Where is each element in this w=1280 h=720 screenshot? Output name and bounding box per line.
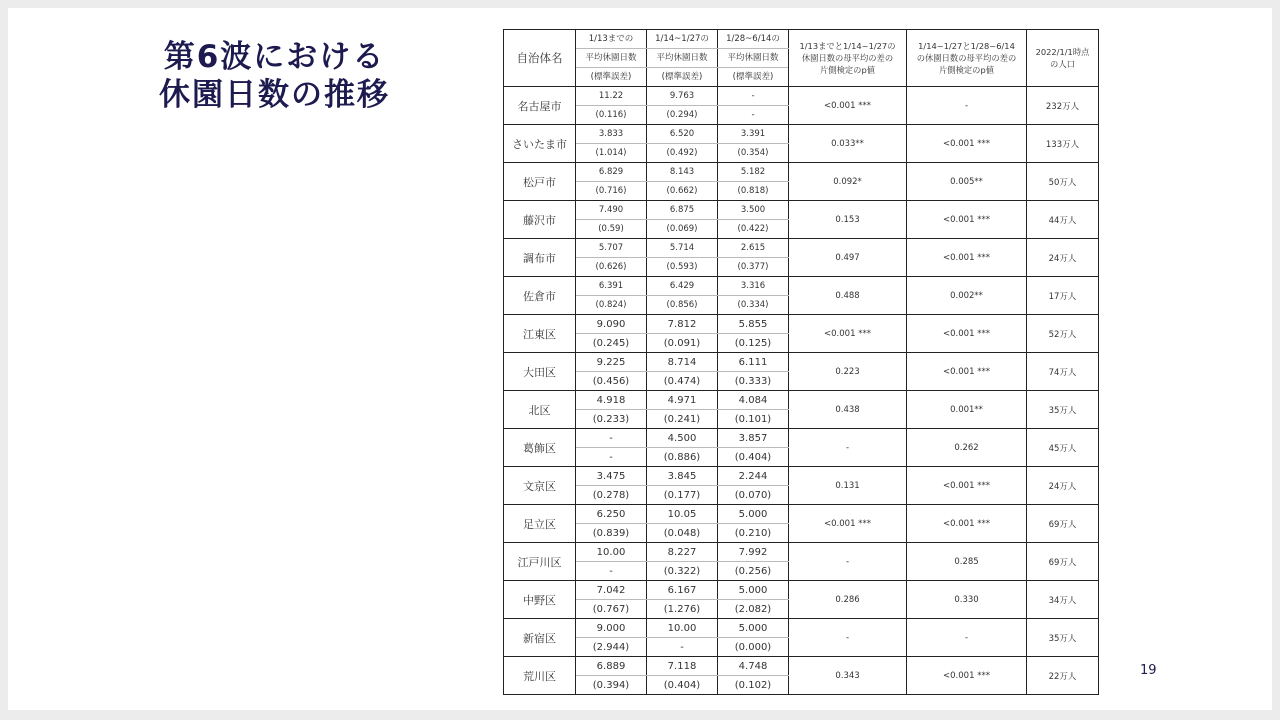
cell-period2-stderr: (0.404) [647,676,718,695]
cell-population: 17万人 [1027,277,1099,315]
cell-period2-stderr: (0.069) [647,220,718,239]
cell-test1-pvalue: 0.343 [789,657,907,695]
cell-municipality: 文京区 [504,467,576,505]
cell-period3-stderr: (0.334) [718,296,789,315]
cell-period2-stderr: (0.091) [647,334,718,353]
cell-period1-stderr: (2.944) [576,638,647,657]
table-row [504,239,1099,258]
cell-municipality: さいたま市 [504,125,576,163]
header-period1-line-2: 平均休園日数 [576,49,647,68]
header-population-line-2: の人口 [1050,59,1075,69]
page-title [142,38,407,114]
cell-municipality: 葛飾区 [504,429,576,467]
cell-period2-stderr: (1.276) [647,600,718,619]
cell-period3-stderr: (0.000) [718,638,789,657]
cell-test1-pvalue: 0.497 [789,239,907,277]
cell-period2-mean: 4.971 [647,391,718,410]
cell-period3-stderr: (0.070) [718,486,789,505]
cell-period2-mean: 6.520 [647,125,718,144]
cell-test1-pvalue: - [789,619,907,657]
table-row [504,353,1099,372]
header-period2-line-3: (標準誤差) [647,68,718,87]
cell-period3-stderr: (0.354) [718,144,789,163]
cell-period2-mean: 7.118 [647,657,718,676]
cell-period3-mean: 5.000 [718,581,789,600]
cell-test2-pvalue: <0.001 *** [907,657,1027,695]
cell-municipality: 北区 [504,391,576,429]
cell-test1-pvalue: 0.286 [789,581,907,619]
cell-period3-mean: 3.500 [718,201,789,220]
cell-population: 22万人 [1027,657,1099,695]
table-row [504,277,1099,296]
header-period2-line-2: 平均休園日数 [647,49,718,68]
table-row [504,391,1099,410]
cell-period2-stderr: (0.048) [647,524,718,543]
cell-period1-stderr: (0.278) [576,486,647,505]
page-number: 19 [1140,663,1157,678]
header-population [1027,30,1099,87]
cell-test1-pvalue: 0.223 [789,353,907,391]
cell-test1-pvalue: <0.001 *** [789,505,907,543]
cell-period1-mean: - [576,429,647,448]
header-period3-line-1: 1/28~6/14の [718,30,789,49]
cell-period3-stderr: - [718,106,789,125]
cell-population: 50万人 [1027,163,1099,201]
table-row [504,87,1099,106]
cell-test2-pvalue: <0.001 *** [907,353,1027,391]
header-test1-line-1: 1/13までと1/14~1/27の [799,41,896,51]
cell-municipality: 名古屋市 [504,87,576,125]
page-title-line-1: 第6波における [163,39,386,75]
cell-period2-mean: 4.500 [647,429,718,448]
cell-period1-mean: 10.00 [576,543,647,562]
cell-period3-mean: 2.244 [718,467,789,486]
table-row [504,505,1099,524]
cell-period2-stderr: (0.593) [647,258,718,277]
cell-period2-mean: 8.714 [647,353,718,372]
cell-period3-mean: 5.182 [718,163,789,182]
cell-period2-stderr: (0.856) [647,296,718,315]
cell-population: 24万人 [1027,467,1099,505]
cell-period1-stderr: (0.626) [576,258,647,277]
cell-municipality: 大田区 [504,353,576,391]
cell-municipality: 荒川区 [504,657,576,695]
header-period2-line-1: 1/14~1/27の [647,30,718,49]
cell-period3-stderr: (0.333) [718,372,789,391]
cell-period2-mean: 10.05 [647,505,718,524]
cell-test2-pvalue: <0.001 *** [907,505,1027,543]
cell-test2-pvalue: 0.262 [907,429,1027,467]
cell-period2-mean: 6.429 [647,277,718,296]
cell-period1-mean: 6.889 [576,657,647,676]
cell-period3-mean: 3.857 [718,429,789,448]
table-row [504,429,1099,448]
cell-period1-mean: 6.829 [576,163,647,182]
cell-test1-pvalue: 0.131 [789,467,907,505]
header-test2 [907,30,1027,87]
cell-test2-pvalue: - [907,87,1027,125]
cell-population: 74万人 [1027,353,1099,391]
cell-municipality: 江戸川区 [504,543,576,581]
header-period1-line-3: (標準誤差) [576,68,647,87]
cell-period3-mean: 5.000 [718,619,789,638]
table-row [504,467,1099,486]
cell-period3-mean: 3.391 [718,125,789,144]
cell-municipality: 足立区 [504,505,576,543]
page-title-line-2: 休園日数の推移 [159,77,390,113]
cell-period3-mean: 6.111 [718,353,789,372]
cell-period1-stderr: (0.767) [576,600,647,619]
cell-test2-pvalue: 0.005** [907,163,1027,201]
cell-period3-stderr: (0.256) [718,562,789,581]
cell-population: 34万人 [1027,581,1099,619]
cell-test2-pvalue: <0.001 *** [907,201,1027,239]
cell-period1-stderr: (0.839) [576,524,647,543]
cell-period2-mean: 5.714 [647,239,718,258]
cell-population: 133万人 [1027,125,1099,163]
cell-period1-mean: 3.833 [576,125,647,144]
cell-period3-stderr: (2.082) [718,600,789,619]
data-table [503,29,1099,695]
cell-test1-pvalue: 0.488 [789,277,907,315]
cell-test2-pvalue: 0.330 [907,581,1027,619]
cell-municipality: 松戸市 [504,163,576,201]
cell-test1-pvalue: 0.033** [789,125,907,163]
table-row [504,657,1099,676]
cell-period1-stderr: (0.116) [576,106,647,125]
cell-test2-pvalue: - [907,619,1027,657]
cell-period1-stderr: (0.456) [576,372,647,391]
cell-period3-mean: 4.084 [718,391,789,410]
cell-municipality: 佐倉市 [504,277,576,315]
header-period1-line-1: 1/13までの [576,30,647,49]
cell-period1-mean: 9.090 [576,315,647,334]
cell-period2-mean: 6.875 [647,201,718,220]
cell-period2-stderr: (0.241) [647,410,718,429]
cell-test1-pvalue: - [789,543,907,581]
header-population-line-1: 2022/1/1時点 [1035,47,1090,57]
cell-period1-mean: 6.250 [576,505,647,524]
cell-period1-stderr: (0.245) [576,334,647,353]
table-row [504,201,1099,220]
cell-period3-mean: 4.748 [718,657,789,676]
cell-period3-mean: 7.992 [718,543,789,562]
cell-period3-mean: 5.855 [718,315,789,334]
cell-period1-stderr: (0.59) [576,220,647,239]
cell-test1-pvalue: <0.001 *** [789,87,907,125]
cell-period1-mean: 9.225 [576,353,647,372]
cell-test1-pvalue: 0.438 [789,391,907,429]
header-test2-line-3: 片側検定のp値 [938,65,995,75]
cell-period2-mean: 7.812 [647,315,718,334]
cell-period2-mean: 6.167 [647,581,718,600]
cell-period2-mean: 8.143 [647,163,718,182]
header-test2-line-1: 1/14~1/27と1/28~6/14 [918,41,1015,51]
cell-test2-pvalue: <0.001 *** [907,315,1027,353]
cell-population: 232万人 [1027,87,1099,125]
cell-period2-stderr: (0.294) [647,106,718,125]
cell-period1-stderr: (0.716) [576,182,647,201]
cell-population: 52万人 [1027,315,1099,353]
cell-population: 44万人 [1027,201,1099,239]
header-test1-line-3: 片側検定のp値 [819,65,876,75]
cell-period2-mean: 10.00 [647,619,718,638]
cell-test1-pvalue: <0.001 *** [789,315,907,353]
cell-population: 45万人 [1027,429,1099,467]
cell-municipality: 中野区 [504,581,576,619]
cell-period3-stderr: (0.422) [718,220,789,239]
header-test1-line-2: 休園日数の母平均の差の [801,53,894,63]
table-header [504,30,1099,87]
cell-period1-mean: 3.475 [576,467,647,486]
cell-period3-stderr: (0.102) [718,676,789,695]
cell-population: 69万人 [1027,543,1099,581]
cell-population: 24万人 [1027,239,1099,277]
cell-population: 35万人 [1027,391,1099,429]
cell-municipality: 藤沢市 [504,201,576,239]
cell-period2-stderr: (0.322) [647,562,718,581]
cell-period2-stderr: (0.662) [647,182,718,201]
cell-municipality: 新宿区 [504,619,576,657]
cell-period1-mean: 7.490 [576,201,647,220]
table-row [504,315,1099,334]
cell-period1-stderr: (0.233) [576,410,647,429]
header-period3-line-3: (標準誤差) [718,68,789,87]
cell-test2-pvalue: <0.001 *** [907,239,1027,277]
cell-period3-mean: 3.316 [718,277,789,296]
cell-test2-pvalue: <0.001 *** [907,125,1027,163]
cell-period3-stderr: (0.377) [718,258,789,277]
cell-period1-stderr: (0.824) [576,296,647,315]
header-test2-line-2: の休園日数の母平均の差の [916,53,1017,63]
header-period3-line-2: 平均休園日数 [718,49,789,68]
cell-municipality: 調布市 [504,239,576,277]
table-row [504,125,1099,144]
cell-period3-stderr: (0.125) [718,334,789,353]
cell-period2-stderr: (0.492) [647,144,718,163]
cell-period2-stderr: (0.177) [647,486,718,505]
cell-period1-mean: 5.707 [576,239,647,258]
cell-period3-mean: 2.615 [718,239,789,258]
header-test1 [789,30,907,87]
cell-period1-stderr: (1.014) [576,144,647,163]
cell-test1-pvalue: 0.153 [789,201,907,239]
cell-period1-mean: 4.918 [576,391,647,410]
cell-period2-mean: 9.763 [647,87,718,106]
cell-period2-stderr: (0.474) [647,372,718,391]
slide [8,8,1272,710]
cell-population: 35万人 [1027,619,1099,657]
cell-period3-mean: 5.000 [718,505,789,524]
cell-test2-pvalue: 0.285 [907,543,1027,581]
cell-population: 69万人 [1027,505,1099,543]
header-municipality: 自治体名 [504,30,576,87]
cell-test2-pvalue: 0.002** [907,277,1027,315]
cell-period1-stderr: (0.394) [576,676,647,695]
cell-period1-mean: 6.391 [576,277,647,296]
cell-period3-stderr: (0.818) [718,182,789,201]
cell-period1-mean: 11.22 [576,87,647,106]
table-row [504,581,1099,600]
cell-period3-stderr: (0.404) [718,448,789,467]
table-row [504,543,1099,562]
cell-period3-stderr: (0.210) [718,524,789,543]
cell-period1-stderr: - [576,562,647,581]
cell-test1-pvalue: 0.092* [789,163,907,201]
cell-period2-stderr: (0.886) [647,448,718,467]
cell-test1-pvalue: - [789,429,907,467]
cell-period3-mean: - [718,87,789,106]
table-row [504,163,1099,182]
cell-municipality: 江東区 [504,315,576,353]
cell-period1-stderr: - [576,448,647,467]
cell-period2-stderr: - [647,638,718,657]
cell-test2-pvalue: 0.001** [907,391,1027,429]
cell-period3-stderr: (0.101) [718,410,789,429]
cell-period1-mean: 9.000 [576,619,647,638]
table-row [504,619,1099,638]
cell-period2-mean: 8.227 [647,543,718,562]
cell-period1-mean: 7.042 [576,581,647,600]
cell-test2-pvalue: <0.001 *** [907,467,1027,505]
table-body [504,87,1099,695]
cell-period2-mean: 3.845 [647,467,718,486]
